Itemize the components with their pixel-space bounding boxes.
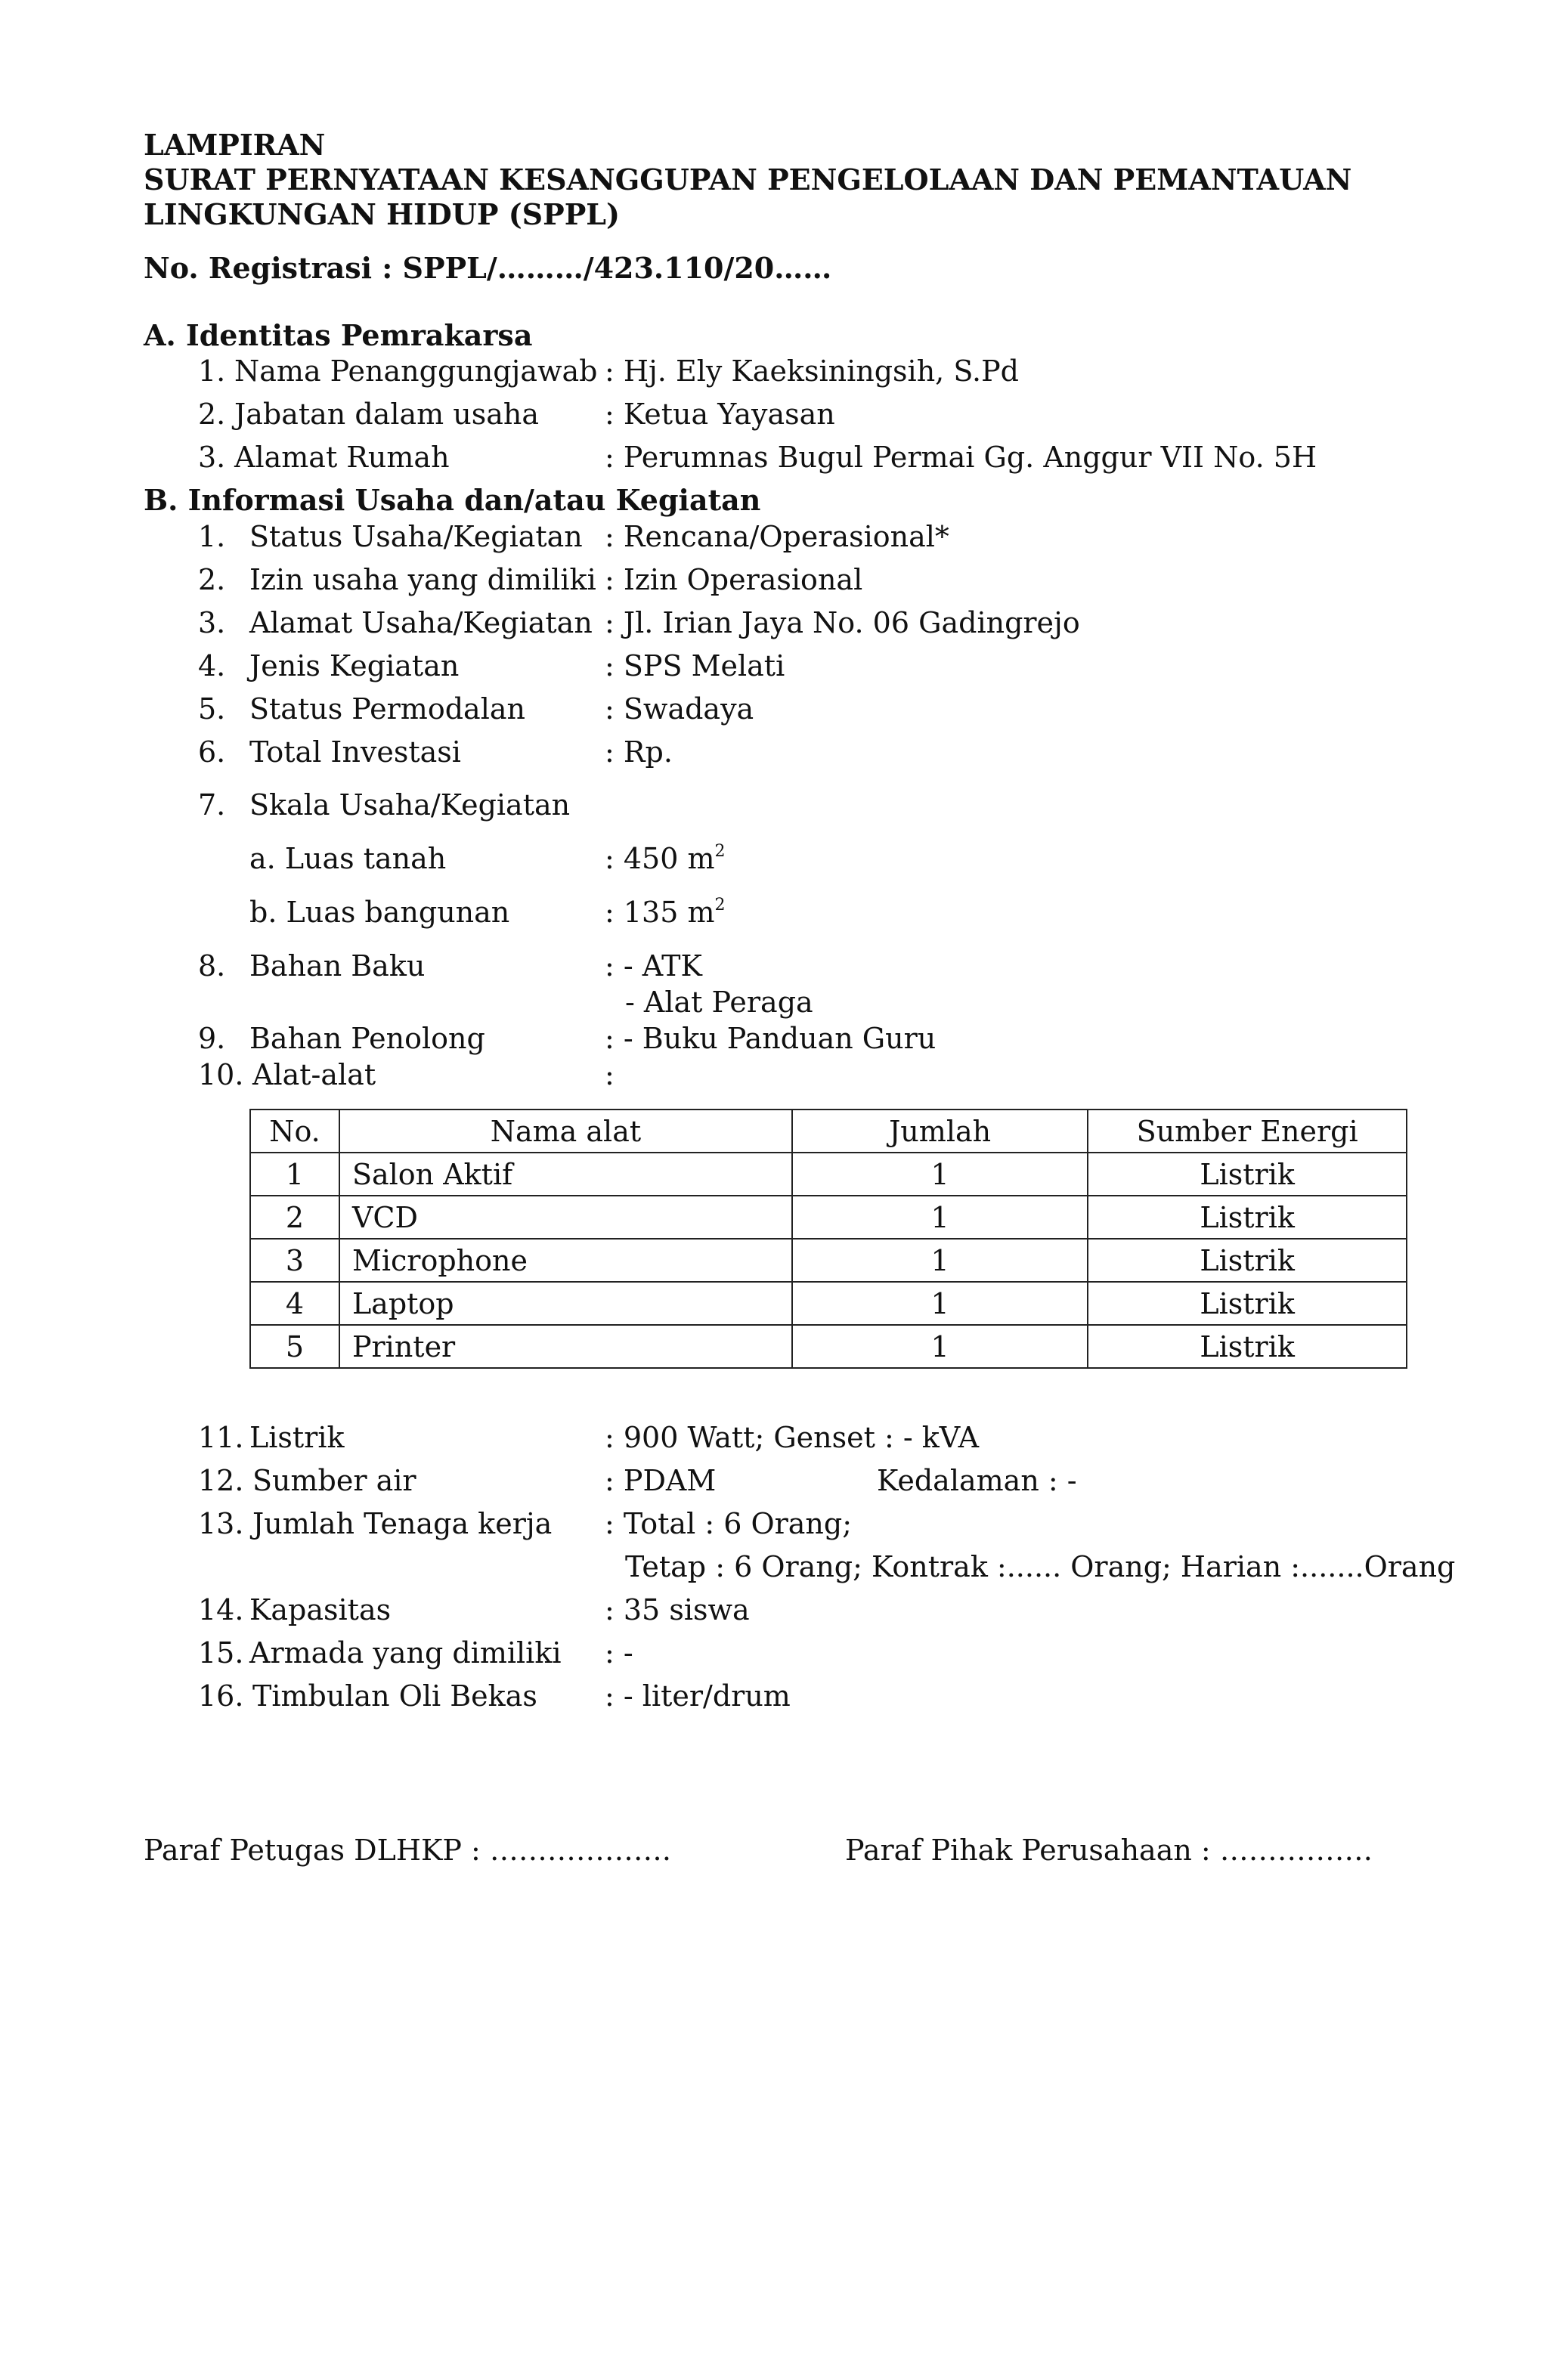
officer-initial-field: Paraf Petugas DLHKP : ………………. xyxy=(144,1834,671,1867)
section-b-item-9-value: : - Buku Panduan Guru xyxy=(605,1022,937,1055)
doc-title-line2: LINGKUNGAN HIDUP (SPPL) xyxy=(144,197,620,231)
section-b-item-8-value-2: - Alat Peraga xyxy=(625,986,813,1019)
section-a-item-2-value: : Ketua Yayasan xyxy=(605,398,835,431)
table-cell-name: Printer xyxy=(339,1325,792,1368)
section-b-item-2-value: : Izin Operasional xyxy=(605,563,863,596)
table-cell-energy: Listrik xyxy=(1088,1325,1407,1368)
table-cell-energy: Listrik xyxy=(1088,1239,1407,1282)
section-b-item-2-num: 2. xyxy=(198,563,226,596)
section-b-item-11-value: : 900 Watt; Genset : - kVA xyxy=(605,1421,980,1454)
section-b-item-12-label: Sumber air xyxy=(252,1464,416,1497)
section-b-item-5-value: : Swadaya xyxy=(605,692,754,726)
section-b-item-16-num: 16. xyxy=(198,1679,244,1713)
section-b-item-16-value: : - liter/drum xyxy=(605,1679,791,1713)
section-b-item-15-label: Armada yang dimiliki xyxy=(249,1636,562,1670)
table-row xyxy=(250,1325,1407,1368)
section-b-item-11-num: 11. xyxy=(198,1421,244,1454)
section-b-item-13-num: 13. xyxy=(198,1507,244,1540)
table-cell-no: 5 xyxy=(250,1325,339,1368)
section-b-item-10-value: : xyxy=(605,1058,615,1091)
table-cell-qty: 1 xyxy=(792,1239,1088,1282)
table-cell-name: Microphone xyxy=(339,1239,792,1282)
section-b-item-6-num: 6. xyxy=(198,735,226,769)
section-a-item-1-value: : Hj. Ely Kaeksiningsih, S.Pd xyxy=(605,354,1019,388)
section-b-item-12-num: 12. xyxy=(198,1464,244,1497)
section-b-item-13-value: : Total : 6 Orang; xyxy=(605,1507,853,1540)
table-header-name: Nama alat xyxy=(339,1110,792,1153)
equipment-table xyxy=(249,1109,1407,1369)
section-a-item-3-label: Alamat Rumah xyxy=(234,441,450,474)
section-b-item-13-label: Jumlah Tenaga kerja xyxy=(252,1507,553,1540)
table-cell-qty: 1 xyxy=(792,1196,1088,1239)
section-b-title: B. Informasi Usaha dan/atau Kegiatan xyxy=(144,483,761,517)
section-b-item-13-value-2: Tetap : 6 Orang; Kontrak :...... Orang; Harian :.......Orang xyxy=(625,1550,1456,1583)
section-b-item-16-label: Timbulan Oli Bekas xyxy=(252,1679,537,1713)
section-a-item-2-label: Jabatan dalam usaha xyxy=(234,398,540,431)
section-b-item-4-label: Jenis Kegiatan xyxy=(249,649,460,682)
section-b-item-7-label: Skala Usaha/Kegiatan xyxy=(249,788,571,822)
section-a-title: A. Identitas Pemrakarsa xyxy=(144,318,533,352)
table-header-qty: Jumlah xyxy=(792,1110,1088,1153)
section-b-item-4-value: : SPS Melati xyxy=(605,649,785,682)
section-b-item-2-label: Izin usaha yang dimiliki xyxy=(249,563,596,596)
section-b-item-5-num: 5. xyxy=(198,692,226,726)
table-cell-name: Laptop xyxy=(339,1282,792,1325)
table-cell-energy: Listrik xyxy=(1088,1282,1407,1325)
section-b-item-8-label: Bahan Baku xyxy=(249,949,426,983)
section-a-item-1-label: Nama Penanggungjawab xyxy=(234,354,598,388)
table-header-no: No. xyxy=(250,1110,339,1153)
table-cell-qty: 1 xyxy=(792,1153,1088,1196)
table-row xyxy=(250,1239,1407,1282)
section-b-item-9-num: 9. xyxy=(198,1022,226,1055)
section-b-item-1-value: : Rencana/Operasional* xyxy=(605,520,949,553)
table-cell-no: 2 xyxy=(250,1196,339,1239)
section-a-item-2-num: 2. xyxy=(198,398,226,431)
table-cell-qty: 1 xyxy=(792,1282,1088,1325)
scale-building-value: : 135 $m^2$ xyxy=(605,896,726,929)
section-a-item-3-value: : Perumnas Bugul Permai Gg. Anggur VII No. 5H xyxy=(605,441,1317,474)
table-row xyxy=(250,1153,1407,1196)
section-b-item-14-label: Kapasitas xyxy=(249,1593,392,1626)
section-b-item-10-label: Alat-alat xyxy=(252,1058,376,1091)
table-cell-energy: Listrik xyxy=(1088,1153,1407,1196)
table-row xyxy=(250,1282,1407,1325)
scale-land-value: : 450 $m^2$ xyxy=(605,842,726,875)
table-header-row xyxy=(250,1110,1407,1153)
scale-land-label: a. Luas tanah xyxy=(249,842,447,875)
doc-title-line1: SURAT PERNYATAAN KESANGGUPAN PENGELOLAAN DAN PEMANTAUAN xyxy=(144,162,1352,197)
table-cell-no: 3 xyxy=(250,1239,339,1282)
section-b-item-6-label: Total Investasi xyxy=(249,735,461,769)
section-a-item-3-num: 3. xyxy=(198,441,226,474)
table-cell-name: VCD xyxy=(339,1196,792,1239)
section-b-item-7-num: 7. xyxy=(198,788,226,822)
registration-number: No. Registrasi : SPPL/………/423.110/20…… xyxy=(144,251,832,285)
section-b-item-14-num: 14. xyxy=(198,1593,244,1626)
section-b-item-3-num: 3. xyxy=(198,606,226,639)
table-row xyxy=(250,1196,1407,1239)
section-b-item-8-num: 8. xyxy=(198,949,226,983)
section-b-item-15-value: : - xyxy=(605,1636,633,1670)
section-b-item-3-label: Alamat Usaha/Kegiatan xyxy=(249,606,593,639)
section-b-item-15-num: 15. xyxy=(198,1636,244,1670)
table-cell-no: 4 xyxy=(250,1282,339,1325)
section-a-item-1-num: 1. xyxy=(198,354,226,388)
section-b-item-9-label: Bahan Penolong xyxy=(249,1022,485,1055)
section-b-item-8-value: : - ATK xyxy=(605,949,702,983)
scale-building-label: b. Luas bangunan xyxy=(249,896,510,929)
section-b-item-12-value: : PDAM xyxy=(605,1464,717,1497)
section-b-item-6-value: : Rp. xyxy=(605,735,673,769)
section-b-item-1-num: 1. xyxy=(198,520,226,553)
table-header-energy: Sumber Energi xyxy=(1088,1110,1407,1153)
section-b-item-14-value: : 35 siswa xyxy=(605,1593,750,1626)
table-cell-energy: Listrik xyxy=(1088,1196,1407,1239)
table-cell-qty: 1 xyxy=(792,1325,1088,1368)
section-b-item-12-depth: Kedalaman : - xyxy=(877,1464,1077,1497)
section-b-item-11-label: Listrik xyxy=(249,1421,345,1454)
doc-header-lampiran: LAMPIRAN xyxy=(144,128,326,162)
section-b-item-3-value: : Jl. Irian Jaya No. 06 Gadingrejo xyxy=(605,606,1080,639)
table-cell-no: 1 xyxy=(250,1153,339,1196)
table-cell-name: Salon Aktif xyxy=(339,1153,792,1196)
section-b-item-4-num: 4. xyxy=(198,649,226,682)
company-initial-field: Paraf Pihak Perusahaan : ……………. xyxy=(845,1834,1373,1867)
section-b-item-5-label: Status Permodalan xyxy=(249,692,525,726)
section-b-item-10-num: 10. xyxy=(198,1058,244,1091)
section-b-item-1-label: Status Usaha/Kegiatan xyxy=(249,520,583,553)
